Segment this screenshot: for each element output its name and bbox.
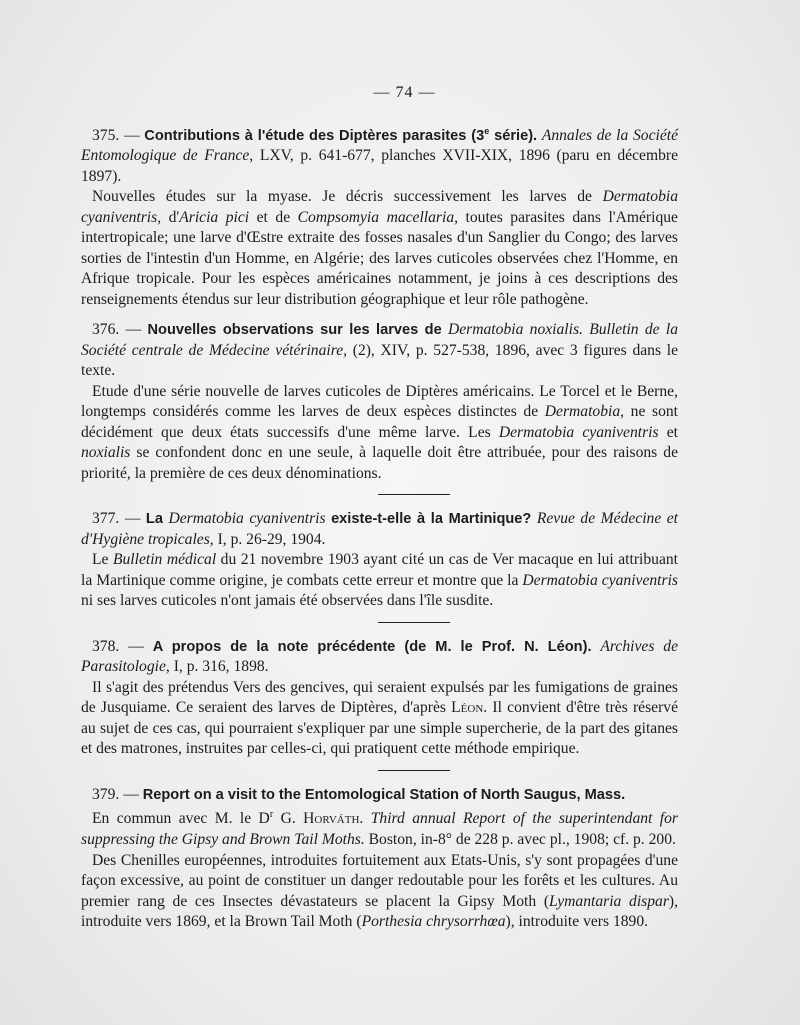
text-run: Boston, in-8° de 228 p. avec pl., 1908; cf. p. 200. [364, 831, 676, 849]
entry-title: La [145, 511, 163, 528]
entry-paragraph [81, 678, 678, 760]
entry-body [81, 187, 678, 310]
text-run: Bulletin médical [112, 551, 217, 569]
text-run: Etude d'une série nouvelle de larves cuticoles de Diptères américains. Le Torcel et le Berne, longtemps considérés comme les larves de deux espèces distinctes de [81, 382, 678, 421]
page-number: — 74 — [373, 84, 436, 101]
text-run: Third annual Report of the superintendant for suppressing the Gipsy and Brown Tail Moths. [81, 810, 679, 849]
entry-heading [81, 637, 678, 678]
entry-title: Nouvelles observations sur les larves de [147, 322, 442, 339]
entry-title-species: Dermatobia cyaniventris [168, 510, 326, 528]
text-run: Compsomyia macellaria, [297, 208, 459, 226]
entry-body [81, 805, 678, 932]
entry-dash: — [128, 637, 144, 655]
entry-journal: Revue de Médecine et d'Hygiène tropicales, [81, 510, 679, 548]
entry-citation: I, p. 316, 1898. [173, 658, 269, 676]
entry-journal: Bulletin de la Société centrale de Médecine vétérinaire, [81, 321, 679, 359]
entry-dash: — [124, 126, 140, 144]
text-run: Porthesia chrysorrhœa [361, 913, 506, 931]
text-run: Il s'agit des prétendus Vers des gencives, qui seraient expulsés par les fumigations de graines de Jusquiame. Ce seraient des larves de Diptères, d'après [81, 678, 678, 717]
text-run: Des Chenilles européennes, introduites fortuitement aux Etats-Unis, s'y sont propagées d'une façon excessive, au point de constituer un danger redoutable pour les forêts et les cultures. Au premier rang de ces Insectes dévastateurs se placent la Gipsy Moth ( [81, 851, 678, 910]
text-run: Lymantaria dispar [549, 892, 669, 910]
entry-title-species: Dermatobia noxialis. [448, 321, 583, 339]
entry-dash: — [124, 510, 141, 528]
text-run: noxialis [81, 444, 131, 462]
entry-citation: I, p. 26-29, 1904. [217, 530, 326, 548]
entry-heading [81, 320, 678, 382]
entry-title: Contributions à l'étude des Diptères parasites (3e série). [144, 126, 538, 144]
text-run: du 21 novembre 1903 ayant cité un cas de Ver macaque en lui attribuant la Martinique comme origine, je combats cette erreur et montre que la [81, 551, 678, 589]
entry-number: 378. [92, 637, 120, 655]
bibliography-entry-378 [81, 637, 678, 760]
entry-heading [81, 121, 678, 187]
bibliography-entry-376 [81, 320, 678, 484]
entry-paragraph [81, 550, 678, 612]
text-run: r [269, 809, 274, 821]
text-run: . Il convient d'être très réservé au sujet de ces cas, qui pourraient s'expliquer par une simple supercherie, de la part des gitanes et des matrones, instruites par celles-ci, qui pratiquent cette méthode empirique. [81, 699, 678, 758]
text-run: ), introduite vers 1869, et la Brown Tail Moth ( [81, 892, 678, 931]
text-run: Dermatobia cyaniventris [522, 571, 678, 589]
entry-body [81, 678, 678, 760]
separator-rule [378, 494, 450, 495]
entry-citation: (2), XIV, p. 527-538, 1896, avec 3 figures dans le texte. [81, 341, 679, 380]
text-run: . [359, 810, 371, 828]
text-run: ne sont décidément que deux états successifs d'une même larve. Les [81, 403, 678, 441]
entry-title: A propos de la note précédente (de M. le Prof. N. Léon). [152, 638, 592, 655]
entry-journal: Annales de la Société Entomologique de France, [81, 126, 679, 165]
entry-paragraph [81, 805, 678, 850]
separator-rule [378, 770, 450, 771]
entry-number: 375. [92, 126, 120, 144]
text-run: ni ses larves cuticoles n'ont jamais été observées dans l'île susdite. [81, 592, 494, 610]
entry-paragraph [81, 382, 678, 485]
entry-number: 379. [92, 785, 120, 803]
text-run: Nouvelles études sur la myase. Je décris successivement les larves de [92, 188, 603, 206]
entry-body [81, 382, 678, 485]
bibliography-entry-379 [81, 785, 678, 933]
entry-number: 377. [92, 510, 120, 528]
entry-title: Report on a visit to the Entomological Station of North Saugus, Mass. [142, 786, 626, 803]
entry-body [81, 550, 678, 612]
text-run: Le [92, 551, 113, 569]
text-run: toutes parasites dans l'Amérique intertropicale; une larve d'Œstre extraite des fosses nasales d'un Sanglier du Congo; des larves sorties de l'intestin d'un Homme, en Algérie; des larves cuticoles observées chez l'Homme, en Afrique tropicale. Pour les espèces américaines notamment, je joins à ces descriptions des renseignements étendus sur leur distribution géographique et leur rôle pathogène. [81, 208, 678, 308]
entry-citation: LXV, p. 641-677, planches XVII-XIX, 1896 (paru en décembre 1897). [81, 147, 678, 185]
entry-heading [81, 785, 678, 806]
entry-dash: — [125, 321, 142, 339]
entry-title-end: existe-t-elle à la Martinique? [331, 511, 532, 528]
text-run: d' [161, 208, 180, 226]
text-run: et [658, 423, 678, 441]
entry-heading [81, 509, 678, 550]
entry-number: 376. [92, 321, 120, 339]
text-run: et de [249, 208, 298, 226]
entry-paragraph [81, 187, 678, 310]
page-content [81, 84, 678, 933]
text-run: Dermatobia cyaniventris [498, 423, 659, 441]
entry-journal: Archives de Parasitologie, [81, 637, 678, 676]
bibliography-entry-375 [81, 121, 678, 310]
separator-rule [378, 622, 450, 623]
text-run: Dermatobia cyaniventris, [81, 188, 678, 226]
bibliography-entry-377 [81, 509, 678, 612]
text-run: se confondent donc en une seule, à laquelle doit être attribuée, pour des raisons de priorité, la première de ces deux dénominations. [81, 444, 678, 482]
text-run: Léon [451, 699, 484, 717]
text-run: Dermatobia, [544, 403, 625, 421]
text-run: Horváth [303, 810, 360, 828]
entry-dash: — [123, 785, 139, 803]
text-run: ), introduite vers 1890. [505, 913, 649, 931]
entry-paragraph [81, 851, 678, 933]
text-run: Aricia pici [179, 208, 250, 226]
text-run: G. [273, 810, 304, 828]
text-run: En commun avec M. le D [92, 810, 270, 828]
